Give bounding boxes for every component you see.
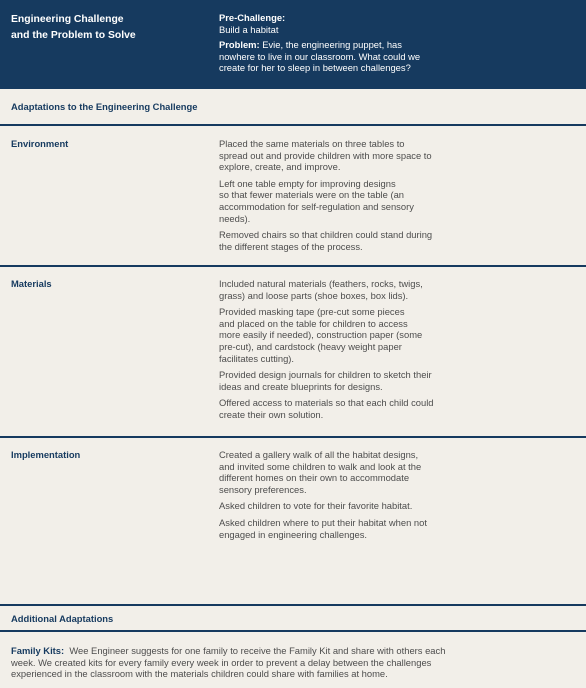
row-description-implementation [219,449,479,545]
text-line: engaged in engineering challenges. [219,528,368,540]
text-line: grass) and loose parts (shoe boxes, box lids). [219,289,409,301]
text-line: Offered access to materials so that each child could [219,397,434,409]
row-label-materials: Materials [11,278,52,289]
divider [0,265,586,267]
text-line: so that fewer materials were on the table (an [219,189,404,201]
header-description [219,12,474,74]
text-line: Asked children to vote for their favorite habitat. [219,500,413,512]
divider [0,436,586,438]
header-title-line-2: and the Problem to Solve [11,30,136,41]
problem-line-3: create for her to sleep in between challenges? [219,62,411,73]
family-line-3: experienced in the classroom with the materials children could share with families at home. [11,668,388,680]
pre-challenge-text: Build a habitat [219,23,279,35]
paragraph [219,449,479,495]
text-line: accommodation for self-regulation and sensory [219,200,414,212]
problem-line-2: nowhere to live in our classroom. What could we [219,50,421,62]
header-title [11,12,201,44]
text-line: Placed the same materials on three tables to [219,138,405,149]
problem-line-1 [219,39,474,51]
text-line: Created a gallery walk of all the habitat designs, [219,449,419,460]
paragraph [219,306,479,364]
paragraph [219,517,479,540]
text-line: different homes on their own to accommodate [219,472,410,484]
paragraph [219,178,479,224]
text-line: ideas and create blueprints for designs. [219,380,383,392]
text-line: Left one table empty for improving designs [219,177,396,189]
family-kits-label: Family Kits: [11,645,65,656]
paragraph [219,229,479,252]
text-line: Asked children where to put their habitat when not [219,516,427,528]
table-header [0,0,586,89]
paragraph [219,397,479,420]
text-line: Wee Engineer suggests for one family to receive the Family Kit and share with others each [64,645,446,656]
text-line: and placed on the table for children to access [219,317,408,329]
adaptations-section-title: Adaptations to the Engineering Challenge [11,101,198,112]
text-line: and invited some children to walk and look at the [219,460,422,472]
row-description-environment [219,138,479,257]
text-line: create their own solution. [219,408,324,420]
text-line: the different stages of the process. [219,240,363,252]
text-line: Included natural materials (feathers, rocks, twigs, [219,278,423,289]
paragraph [219,369,479,392]
problem-text-1: Evie, the engineering puppet, has [259,39,402,50]
divider [0,124,586,126]
family-line-1 [11,645,531,657]
divider [0,630,586,632]
paragraph [219,278,479,301]
pre-challenge-label: Pre-Challenge: [219,12,286,23]
text-line: pre-cut), and cardstock (heavy weight paper [219,340,402,352]
text-line: Provided design journals for children to sketch their [219,369,432,381]
row-label-implementation: Implementation [11,449,81,460]
header-title-line-1: Engineering Challenge [11,14,124,25]
row-description-materials [219,278,479,426]
text-line: explore, create, and improve. [219,161,341,173]
problem-label: Problem: [219,39,260,50]
family-line-2: week. We created kits for every family every week in order to prevent a delay between the challenges [11,656,432,668]
text-line: sensory preferences. [219,483,307,495]
additional-section-title: Additional Adaptations [11,613,114,624]
text-line: facilitates cutting). [219,352,295,364]
family-kits-text [11,645,531,680]
text-line: Provided masking tape (pre-cut some pieces [219,306,405,318]
paragraph [219,138,479,173]
text-line: more easily if needed), construction paper (some [219,329,423,341]
text-line: spread out and provide children with more space to [219,149,432,161]
text-line: needs). [219,212,251,224]
paragraph [219,500,479,512]
row-label-environment: Environment [11,138,69,149]
divider [0,604,586,606]
text-line: Removed chairs so that children could stand during [219,229,433,241]
